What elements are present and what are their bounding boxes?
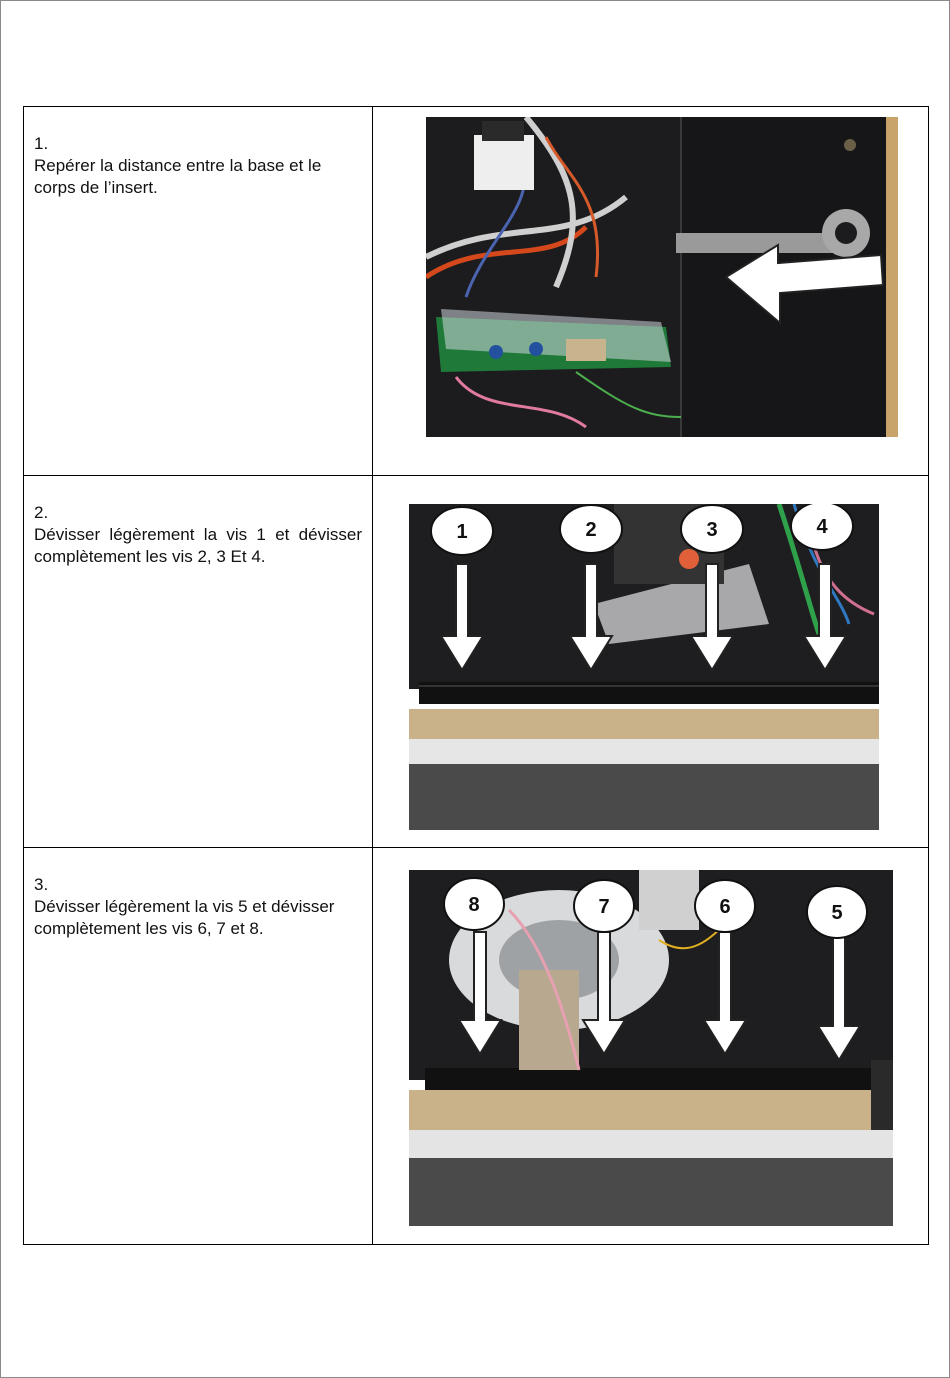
step-2-text-cell — [24, 476, 373, 848]
step-2-description: Dévisser légèrement la vis 1 et dévisser complètement les vis 2, 3 Et 4. — [34, 525, 362, 566]
callout-5-label: 5 — [831, 902, 843, 924]
step-1-number: 1. — [34, 134, 49, 153]
step-3-photo — [409, 870, 893, 1226]
callout-8-label: 8 — [468, 894, 480, 916]
step-2-number: 2. — [34, 503, 49, 522]
step-1-description: Repérer la distance entre la base et le corps de l’insert. — [34, 156, 322, 197]
instruction-table — [23, 106, 929, 1245]
step-row-2 — [24, 476, 929, 848]
step-3-description: Dévisser légèrement la vis 5 et dévisser complètement les vis 6, 7 et 8. — [34, 897, 335, 938]
callout-3-label: 3 — [706, 519, 718, 541]
step-2-photo — [409, 504, 879, 830]
step-3-photo-cell — [373, 848, 929, 1245]
step-3-number: 3. — [34, 875, 49, 894]
step-3-text-cell — [24, 848, 373, 1245]
callout-4-label: 4 — [816, 516, 828, 538]
step-row-1 — [24, 107, 929, 476]
step-row-3 — [24, 848, 929, 1245]
step-1-text-cell — [24, 107, 373, 476]
step-1-photo — [426, 117, 898, 437]
callout-2-label: 2 — [585, 519, 597, 541]
callout-6-label: 6 — [719, 896, 731, 918]
step-1-photo-cell — [373, 107, 929, 476]
callout-1-label: 1 — [456, 521, 468, 543]
step-2-photo-cell — [373, 476, 929, 848]
callout-7-label: 7 — [598, 896, 610, 918]
